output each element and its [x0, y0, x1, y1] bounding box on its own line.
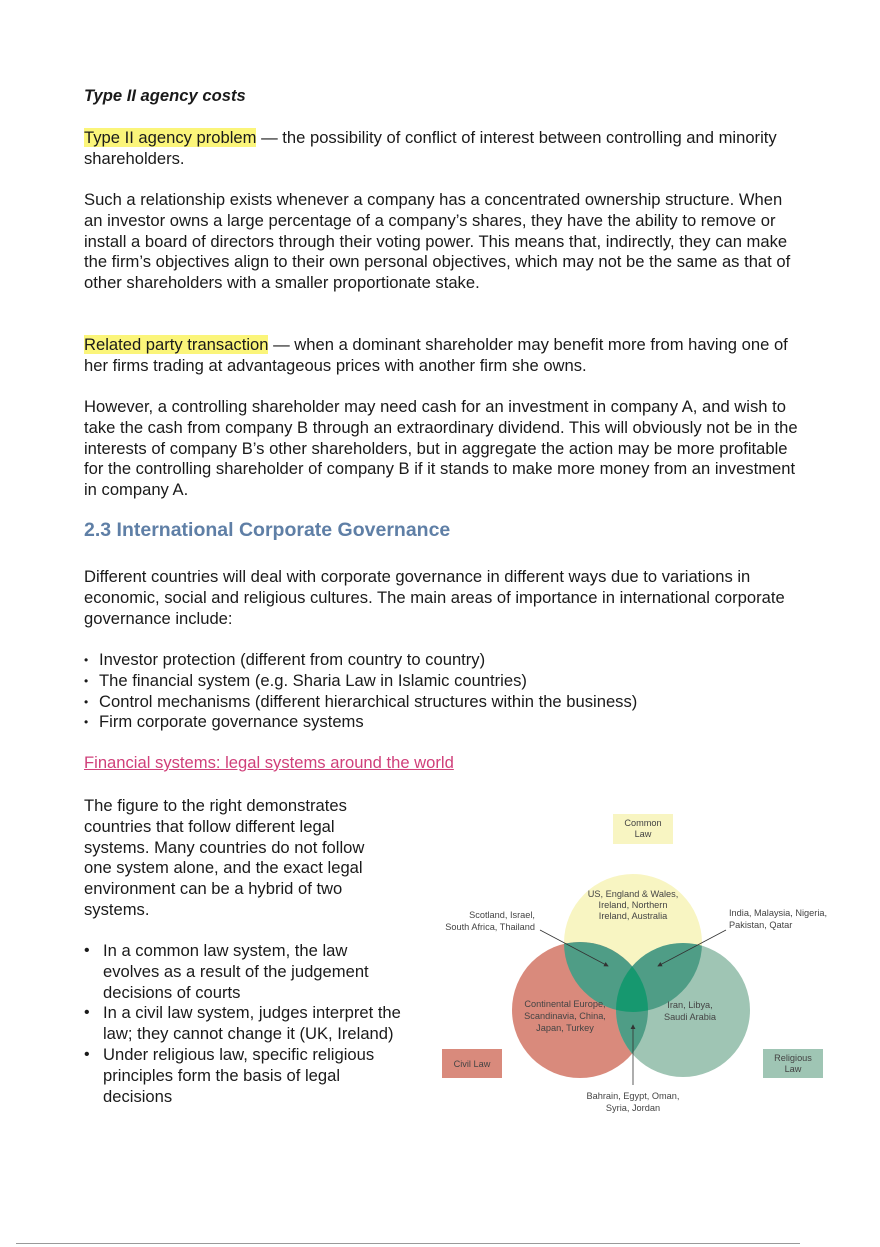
religious-countries: Saudi Arabia [663, 1012, 717, 1022]
religious-countries: Iran, Libya, [667, 1000, 713, 1010]
legal-systems-link[interactable]: Financial systems: legal systems around the world [84, 753, 454, 772]
common-law-label: Law [634, 829, 652, 839]
common-countries: Ireland, Northern [598, 900, 668, 910]
list-item: • In a civil law system, judges interpret the law; they cannot change it (UK, Ireland) [84, 1003, 402, 1045]
list-item: • Control mechanisms (different hierarchical structures within the business) [84, 692, 804, 713]
civil-countries: Scandinavia, China, [524, 1011, 606, 1021]
list-item: • Firm corporate governance systems [84, 712, 804, 733]
legal-systems-venn-diagram [430, 800, 840, 1130]
legal-systems-list [84, 941, 402, 1107]
section-intro: Different countries will deal with corporate governance in different ways due to variations in economic, social and religious cultures. The main areas of importance in international corporate governance include: [84, 567, 785, 628]
religious-law-label: Religious [774, 1053, 812, 1063]
civil-countries: Continental Europe, [524, 999, 606, 1009]
page-bottom-rule [16, 1243, 800, 1244]
common-law-label: Common [624, 818, 662, 828]
religious-law-label: Law [784, 1064, 802, 1074]
common-religious-countries: Pakistan, Qatar [729, 920, 793, 930]
related-party-definition [84, 335, 804, 377]
common-countries: US, England & Wales, [587, 889, 679, 899]
type2-definition [84, 128, 804, 170]
common-civil-countries: Scotland, Israel, [469, 910, 535, 920]
list-item: • In a common law system, the law evolves as a result of the judgement decisions of courts [84, 941, 402, 1003]
common-civil-countries: South Africa, Thailand [445, 922, 535, 932]
common-countries: Ireland, Australia [598, 911, 668, 921]
civil-law-label: Civil Law [453, 1059, 491, 1069]
list-item: • Investor protection (different from country to country) [84, 650, 804, 671]
common-religious-countries: India, Malaysia, Nigeria, [729, 908, 828, 918]
highlight-term: Related party transaction [84, 335, 269, 354]
civil-religious-countries: Bahrain, Egypt, Oman, [586, 1091, 680, 1101]
type2-heading: Type II agency costs [84, 86, 246, 105]
section-heading: 2.3 International Corporate Governance [84, 519, 451, 541]
definition-text: — when a dominant shareholder may benefit more from having one of her firms trading at advantageous prices with another firm she owns. [84, 335, 788, 375]
list-item: • The financial system (e.g. Sharia Law in Islamic countries) [84, 671, 804, 692]
figure-description: The figure to the right demonstrates countries that follow different legal systems. Many countries do not follow one system alone, and the exact legal environment can be a hybrid of two systems. [84, 796, 365, 919]
definition-text: — the possibility of conflict of interest between controlling and minority shareholders. [84, 128, 777, 168]
areas-list [84, 650, 804, 733]
highlight-term: Type II agency problem [84, 128, 257, 147]
list-item: • Under religious law, specific religious principles form the basis of legal decisions [84, 1045, 402, 1107]
civil-religious-countries: Syria, Jordan [605, 1103, 661, 1113]
paragraph: However, a controlling shareholder may need cash for an investment in company A, and wish to take the cash from company B through an extraordinary dividend. This will obviously not be in the interests of company B’s other shareholders, but in aggregate the action may be more profitable for the controlling shareholder of company B if it stands to make more money from an investment in company A. [84, 397, 798, 500]
paragraph: Such a relationship exists whenever a company has a concentrated ownership structure. When an investor owns a large percentage of a company’s shares, they have the ability to remove or install a board of directors through their voting power. This means that, indirectly, they can make the firm’s objectives align to their own personal objectives, which may not be the same as that of other shareholders with a smaller proportionate stake. [84, 190, 791, 293]
civil-countries: Japan, Turkey [536, 1023, 594, 1033]
